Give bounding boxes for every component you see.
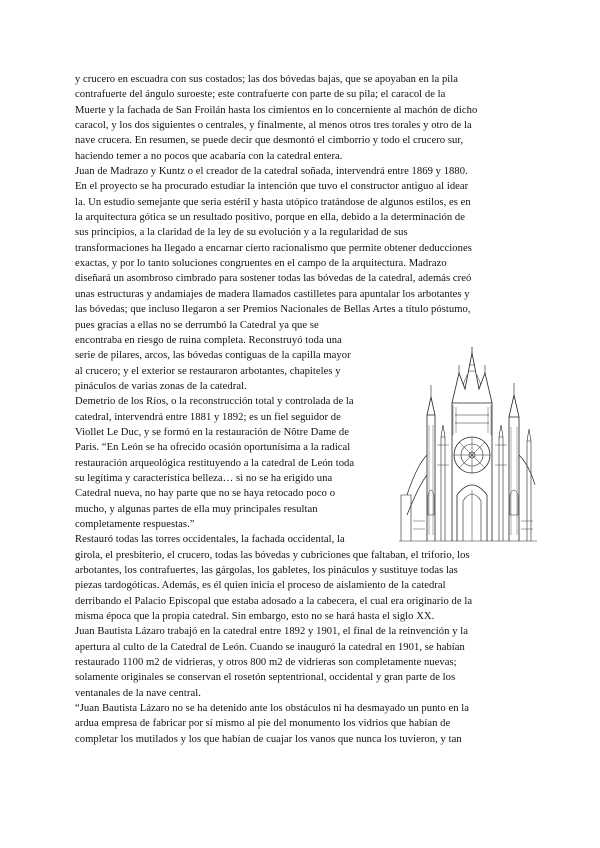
text-line: ventanales de la nave central.: [75, 687, 201, 699]
text-line: las bóvedas; que incluso llegaron a ser Premios Nacionales de Bellas Artes a título póstumo,: [75, 304, 471, 316]
text-line: completamente respuestas.”: [75, 518, 195, 530]
text-line: misma época que la propia catedral. Sin embargo, esto no se hará hasta el siglo XX.: [75, 611, 435, 623]
text-line: la arquitectura gótica se un resultado positivo, porque en ella, debido a la determinación de: [75, 212, 466, 224]
text-line: unas estructuras y andamiajes de madera llamados castilletes para apuntalar los arbotantes y: [75, 288, 470, 300]
text-line: catedral, intervendrá entre 1881 y 1892; es un fiel seguidor de: [75, 411, 341, 423]
text-line: arbotantes, los contrafuertes, las gárgolas, los gabletes, los pináculos y sustituye todas las: [75, 565, 458, 576]
text-line: Viollet Le Duc, y se formó en la restauración de Nôtre Dame de: [75, 426, 349, 438]
text-line: En el proyecto se ha procurado estudiar la intención que tuvo el constructor antiguo al idear: [75, 181, 469, 193]
text-line: contrafuerte del ángulo suroeste; este contrafuerte con parte de su pila; el caracol de la: [75, 89, 446, 101]
text-line: restaurado 1100 m2 de vidrieras, y otros 800 m2 de vidrieras son completamente nuevas;: [75, 657, 457, 669]
text-line: apertura al culto de la Catedral de León. Cuando se inauguró la catedral en 1901, se habían: [75, 641, 465, 653]
text-line: solamente originales se conservan el rosetón septentrional, occidental y gran parte de los: [75, 672, 456, 684]
text-line: piezas tardogóticas. Además, es él quien inicia el proceso de aislamiento de la catedral: [75, 580, 446, 592]
text-line: Juan de Madrazo y Kuntz o el creador de la catedral soñada, intervendrá entre 1869 y 1880.: [75, 166, 468, 178]
text-line: pináculos de varias zonas de la catedral.: [75, 380, 247, 392]
text-line: mucho, y algunas partes de ella muy principales resultan: [75, 503, 318, 515]
text-line: girola, el presbiterio, el crucero, todas las bóvedas y cubriciones que faltaban, el triforio, los: [75, 549, 470, 561]
text-line: al crucero; y el exterior se restauraron arbotantes, chapiteles y: [75, 365, 341, 377]
text-line: Restauró todas las torres occidentales, la fachada occidental, la: [75, 534, 345, 546]
text-line: transformaciones ha llegado a encarnar cierto racionalismo que permite obtener deducciones: [75, 242, 472, 254]
cathedral-facade-engraving-icon: [397, 345, 539, 547]
text-line: y crucero en escuadra con sus costados; las dos bóvedas bajas, que se apoyaban en la pila: [75, 74, 459, 85]
text-line: encontraba en riesgo de ruina completa. Reconstruyó toda una: [75, 334, 342, 346]
text-line: derribando el Palacio Episcopal que estaba adosado a la cabecera, el cual era originario de la: [75, 595, 473, 607]
text-line: diseñará un asombroso cimbrado para sostener todas las bóvedas de la catedral, además creó: [75, 273, 472, 285]
text-line: ardua empresa de fabricar por sí mismo al pie del monumento los vidrios que habían de: [75, 718, 451, 730]
text-line: “Juan Bautista Lázaro no se ha detenido ante los obstáculos ni ha desmayado un punto en la: [75, 703, 470, 715]
text-line: Paris. “En León se ha ofrecido ocasión oportunísima a la radical: [75, 442, 351, 454]
text-line: serie de pilares, arcos, las bóvedas contiguas de la capilla mayor: [75, 350, 351, 362]
text-line: caracol, y los dos siguientes o centrales, y finalmente, al menos otros tres torales y otro de la: [75, 120, 472, 132]
text-line: nave crucera. En resumen, se puede decir que desmontó el cimborrio y todo el crucero sur,: [75, 135, 464, 147]
text-line: pues gracias a ellas no se derrumbó la Catedral ya que se: [75, 319, 319, 331]
text-line: Juan Bautista Lázaro trabajó en la catedral entre 1892 y 1901, el final de la reinvención y la: [75, 626, 468, 638]
text-line: Muerte y la fachada de San Froilán hasta los cimientos en lo concerniente al machón de dicho: [75, 104, 478, 116]
text-line: restauración arqueológica restituyendo a la catedral de León toda: [75, 457, 355, 469]
text-line: haciendo temer a no pocos que acabaría con la catedral entera.: [75, 150, 343, 162]
text-line: su legítima y característica belleza… si no se ha erigido una: [75, 472, 333, 484]
text-line: completar los mutilados y los que habían de cuajar los vanos que nunca los tuvieron, y tan: [75, 733, 462, 745]
text-line: Demetrio de los Ríos, o la reconstrucción total y controlada de la: [75, 396, 354, 408]
text-line: sus principios, a la claridad de la ley de su evolución y a la regularidad de sus: [75, 227, 408, 239]
text-line: la. Un estudio semejante que sería estéril y hasta utópico tratándose de algunos estilos, es en: [75, 196, 471, 208]
text-line: exactas, y por lo tanto soluciones congruentes en el campo de la arquitectura. Madrazo: [75, 258, 447, 270]
text-line: Catedral nueva, no hay parte que no se haya retocado poco o: [75, 488, 336, 500]
